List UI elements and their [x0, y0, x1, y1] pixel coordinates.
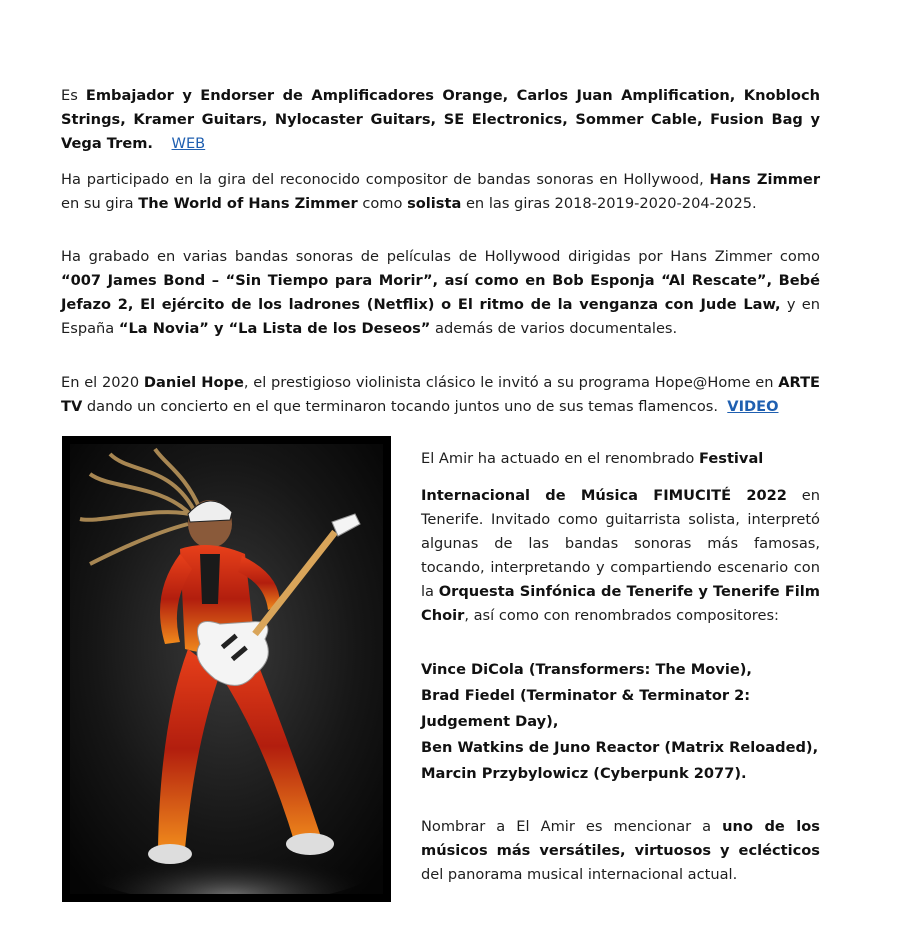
composer-item: Vince DiCola (Transformers: The Movie),	[421, 661, 752, 678]
festival-paragraph: Internacional de Música FIMUCITÉ 2022 en Tenerife. Invitado como guitarrista solista, interpretó algunas de las bandas sonoras más famosas, tocando, interpretando y compartiendo escenario con la Orquesta Sinfónica de Tenerife y Tenerife Film Choir, así como con renombrados compositores:	[421, 487, 820, 624]
soundtracks-paragraph: Ha grabado en varias bandas sonoras de películas de Hollywood dirigidas por Hans Zimmer como “007 James Bond – “Sin Tiempo para Morir”, así como en Bob Esponja “Al Rescate”, Bebé Jefazo 2, El ejército de los ladrones (Netflix) o El ritmo de la venganza con Jude Law, y en España “La Novia” y “La Lista de los Deseos” además de varios documentales.	[61, 248, 820, 337]
closing-paragraph: Nombrar a El Amir es mencionar a uno de los músicos más versátiles, virtuosos y eclécticos del panorama musical internacional actual.	[421, 818, 820, 883]
endorsements-list: Embajador y Endorser de Amplificadores Orange, Carlos Juan Amplification, Knobloch Strings, Kramer Guitars, Nylocaster Guitars, SE Electronics, Sommer Cable, Fusion Bag y Vega Trem.	[61, 87, 820, 152]
festival-intro: El Amir ha actuado en el renombrado Festival	[421, 450, 764, 467]
video-link[interactable]: VIDEO	[727, 398, 779, 415]
endorsements-paragraph: Es Embajador y Endorser de Amplificadores Orange, Carlos Juan Amplification, Knobloch Strings, Kramer Guitars, Nylocaster Guitars, SE Electronics, Sommer Cable, Fusion Bag y Vega Trem. WEB	[61, 87, 820, 152]
zimmer-tour-paragraph: Ha participado en la gira del reconocido compositor de bandas sonoras en Hollywood, Hans Zimmer en su gira The World of Hans Zimmer como solista en las giras 2018-2019-2020-204-2025.	[61, 171, 821, 212]
composer-item: Brad Fiedel (Terminator & Terminator 2: Judgement Day),	[421, 687, 751, 730]
web-link[interactable]: WEB	[171, 135, 206, 152]
composer-item: Ben Watkins de Juno Reactor (Matrix Reloaded),	[421, 739, 819, 756]
composer-item: Marcin Przybylowicz (Cyberpunk 2077).	[421, 765, 747, 782]
daniel-hope-paragraph: En el 2020 Daniel Hope, el prestigioso violinista clásico le invitó a su programa Hope@Home en ARTE TV dando un concierto en el que terminaron tocando juntos uno de sus temas flamencos. VIDEO	[61, 374, 821, 415]
guitarist-photo	[62, 436, 391, 902]
guitarist-illustration	[70, 444, 383, 894]
composers-list	[421, 657, 821, 787]
